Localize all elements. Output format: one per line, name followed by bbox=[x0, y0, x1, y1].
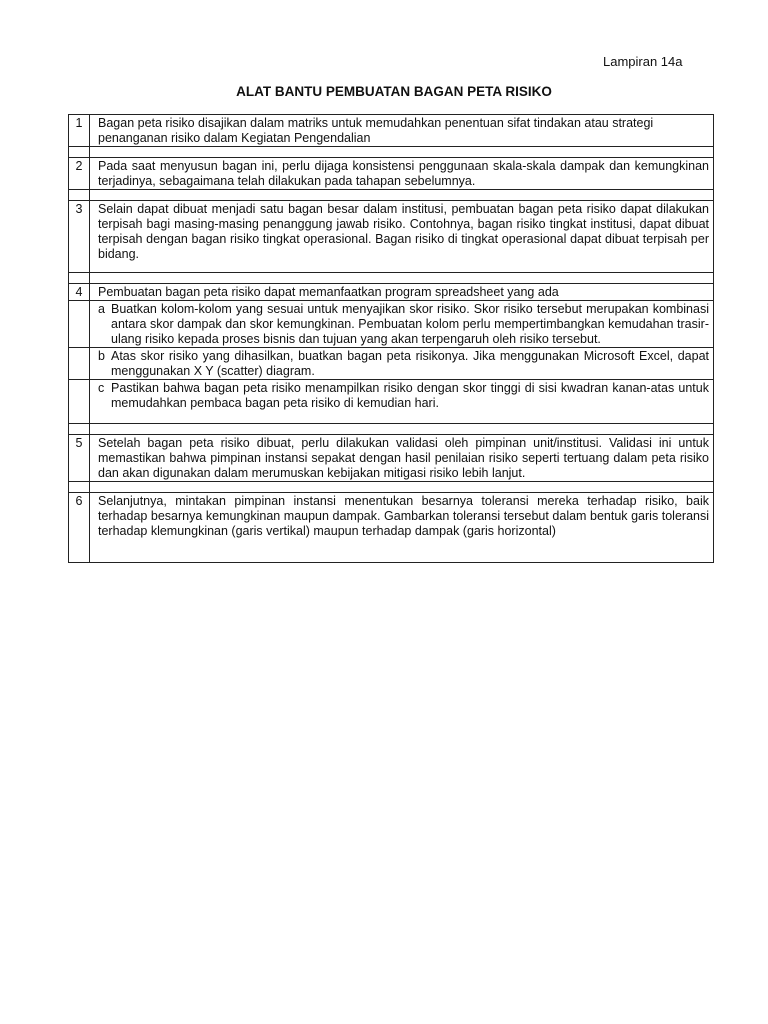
table-row bbox=[69, 284, 714, 301]
row-text: Pembuatan bagan peta risiko dapat memanfaatkan program spreadsheet yang ada bbox=[90, 284, 714, 301]
sub-item-text: Buatkan kolom-kolom yang sesuai untuk menyajikan skor risiko. Skor risiko tersebut merupakan kombinasi antara skor dampak dan skor kemungkinan. Pembuatan kolom perlu mempertimbangkan kemudahan trasir-ulang risiko kepada proses bisnis dan tujuan yang akan terpengaruh oleh risiko tersebut. bbox=[111, 302, 709, 346]
sub-item-text: Pastikan bahwa bagan peta risiko menampilkan risiko dengan skor tinggi di sisi kwadran kanan-atas untuk memudahkan pembaca bagan peta risiko di kemudian hari. bbox=[111, 381, 709, 410]
row-number: 6 bbox=[69, 493, 90, 563]
table-row bbox=[69, 380, 714, 424]
document-title: ALAT BANTU PEMBUATAN BAGAN PETA RISIKO bbox=[236, 84, 552, 99]
table-row bbox=[69, 201, 714, 273]
spacer-row bbox=[69, 482, 714, 493]
table-row bbox=[69, 115, 714, 147]
table-row bbox=[69, 348, 714, 380]
row-number: 4 bbox=[69, 284, 90, 301]
sub-item-label: c bbox=[98, 381, 105, 395]
row-text: Setelah bagan peta risiko dibuat, perlu dilakukan validasi oleh pimpinan unit/institusi. Validasi ini untuk memastikan bahwa pimpinan instansi sepakat dengan hasil penilaian risiko seperti tertuang dalam peta risiko dan akan digunakan dalam merumuskan kebijakan mitigasi risiko lebih lanjut. bbox=[90, 435, 714, 482]
row-text: Pada saat menyusun bagan ini, perlu dijaga konsistensi penggunaan skala-skala dampak dan kemungkinan terjadinya, sebagaimana telah dilakukan pada tahapan sebelumnya. bbox=[90, 158, 714, 190]
guideline-table bbox=[68, 114, 714, 563]
row-number: 5 bbox=[69, 435, 90, 482]
spacer-row bbox=[69, 273, 714, 284]
row-number: 1 bbox=[69, 115, 90, 147]
spacer-row bbox=[69, 424, 714, 435]
table-row bbox=[69, 435, 714, 482]
row-text: Selanjutnya, mintakan pimpinan instansi menentukan besarnya toleransi mereka terhadap risiko, baik terhadap besarnya kemungkinan maupun dampak. Gambarkan toleransi tersebut dalam bentuk garis toleransi terhadap klemungkinan (garis vertikal) maupun terhadap dampak (garis horizontal) bbox=[90, 493, 714, 563]
sub-item bbox=[90, 348, 714, 380]
sub-item-label: a bbox=[98, 302, 105, 316]
table-row bbox=[69, 158, 714, 190]
table-row bbox=[69, 301, 714, 348]
row-text: Bagan peta risiko disajikan dalam matriks untuk memudahkan penentuan sifat tindakan atau strategi penanganan risiko dalam Kegiatan Pengendalian bbox=[90, 115, 714, 147]
sub-item-label: b bbox=[98, 349, 105, 363]
sub-item bbox=[90, 380, 714, 424]
row-number: 2 bbox=[69, 158, 90, 190]
sub-item bbox=[90, 301, 714, 348]
row-text: Selain dapat dibuat menjadi satu bagan besar dalam institusi, pembuatan bagan peta risiko dapat dilakukan terpisah bagi masing-masing penanggung jawab risiko. Contohnya, bagan risiko tingkat institusi, dapat dibuat terpisah dengan bagan risiko tingkat operasional. Bagan risiko di tingkat operasional dapat dibuat terpisah per bidang. bbox=[90, 201, 714, 273]
sub-item-text: Atas skor risiko yang dihasilkan, buatkan bagan peta risikonya. Jika menggunakan Microsoft Excel, dapat menggunakan X Y (scatter) diagram. bbox=[111, 349, 709, 378]
row-number: 3 bbox=[69, 201, 90, 273]
table-row bbox=[69, 493, 714, 563]
spacer-row bbox=[69, 147, 714, 158]
spacer-row bbox=[69, 190, 714, 201]
lampiran-label: Lampiran 14a bbox=[603, 54, 683, 69]
